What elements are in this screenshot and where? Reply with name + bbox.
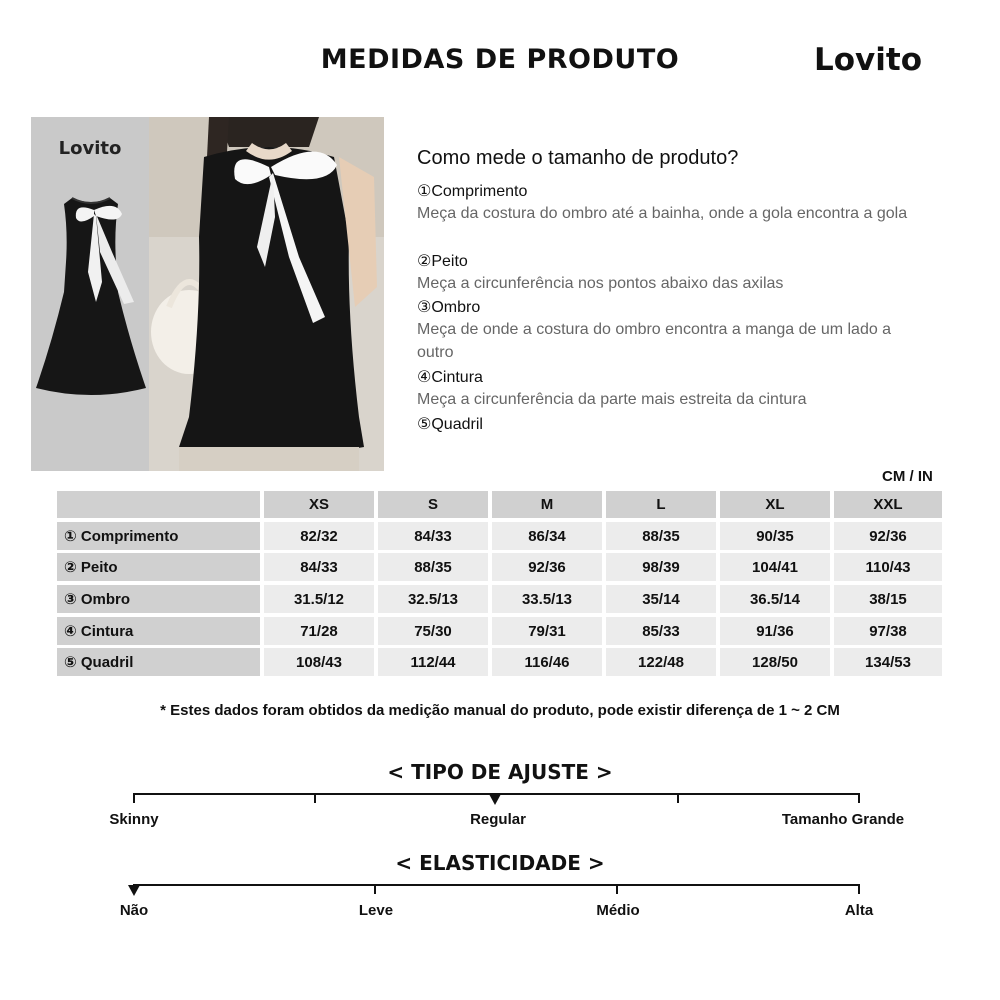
fit-tick (133, 793, 135, 803)
row-label-chest: ② Peito (57, 553, 260, 581)
elasticity-label-light: Leve (358, 902, 394, 919)
fit-type-title: < TIPO DE AJUSTE > (387, 760, 613, 784)
table-cell: 88/35 (378, 553, 488, 581)
elasticity-scale-line (133, 884, 860, 886)
table-cell: 33.5/13 (492, 585, 602, 613)
measure-name-length: ①Comprimento (417, 183, 528, 200)
table-cell: 36.5/14 (720, 585, 830, 613)
table-cell: 79/31 (492, 617, 602, 645)
table-cell: 116/46 (492, 648, 602, 676)
size-header: XXL (834, 491, 942, 518)
table-cell: 110/43 (834, 553, 942, 581)
measure-desc-chest: Meça a circunferência nos pontos abaixo das axilas (417, 275, 784, 292)
size-header: M (492, 491, 602, 518)
table-cell: 104/41 (720, 553, 830, 581)
size-header: S (378, 491, 488, 518)
table-cell: 92/36 (834, 522, 942, 550)
table-cell: 86/34 (492, 522, 602, 550)
table-cell: 38/15 (834, 585, 942, 613)
table-cell: 32.5/13 (378, 585, 488, 613)
elasticity-label-high: Alta (844, 902, 874, 919)
model-photo (149, 117, 384, 471)
elasticity-tick (374, 884, 376, 894)
table-cell: 91/36 (720, 617, 830, 645)
fit-tick (858, 793, 860, 803)
table-cell: 108/43 (264, 648, 374, 676)
measure-desc-waist: Meça a circunferência da parte mais estreita da cintura (417, 391, 807, 408)
table-cell: 90/35 (720, 522, 830, 550)
fit-label-skinny: Skinny (109, 811, 159, 828)
fit-tick (314, 793, 316, 803)
elasticity-tick (858, 884, 860, 894)
dress-flat-image (34, 192, 148, 397)
table-cell: 134/53 (834, 648, 942, 676)
page-title: MEDIDAS DE PRODUTO (320, 44, 680, 75)
measure-name-shoulder: ③Ombro (417, 299, 481, 316)
row-label-hip: ⑤ Quadril (57, 648, 260, 676)
table-cell: 31.5/12 (264, 585, 374, 613)
fit-selected-marker (489, 794, 501, 805)
measure-name-waist: ④Cintura (417, 369, 483, 386)
fit-label-regular: Regular (470, 811, 526, 828)
image-brand-label: Lovito (58, 138, 122, 159)
size-header: L (606, 491, 716, 518)
size-header: XS (264, 491, 374, 518)
elasticity-tick (616, 884, 618, 894)
table-corner (57, 491, 260, 518)
table-cell: 88/35 (606, 522, 716, 550)
table-cell: 97/38 (834, 617, 942, 645)
unit-label: CM / IN (882, 468, 933, 485)
how-to-measure-title: Como mede o tamanho de produto? (417, 147, 739, 169)
table-cell: 122/48 (606, 648, 716, 676)
table-cell: 92/36 (492, 553, 602, 581)
measurement-note: * Estes dados foram obtidos da medição manual do produto, pode existir diferença de 1 ~ 2 CM (160, 702, 840, 719)
table-cell: 71/28 (264, 617, 374, 645)
measure-desc-length: Meça da costura do ombro até a bainha, onde a gola encontra a gola (417, 205, 908, 222)
elasticity-label-none: Não (119, 902, 149, 919)
table-cell: 128/50 (720, 648, 830, 676)
measure-name-chest: ②Peito (417, 253, 468, 270)
row-label-waist: ④ Cintura (57, 617, 260, 645)
table-cell: 35/14 (606, 585, 716, 613)
elasticity-label-medium: Médio (596, 902, 640, 919)
table-cell: 84/33 (378, 522, 488, 550)
fit-tick (677, 793, 679, 803)
row-label-shoulder: ③ Ombro (57, 585, 260, 613)
table-cell: 98/39 (606, 553, 716, 581)
table-cell: 112/44 (378, 648, 488, 676)
elasticity-selected-marker (128, 885, 140, 896)
elasticity-title: < ELASTICIDADE > (395, 851, 605, 875)
table-cell: 84/33 (264, 553, 374, 581)
size-header: XL (720, 491, 830, 518)
table-cell: 85/33 (606, 617, 716, 645)
measure-name-hip: ⑤Quadril (417, 416, 483, 433)
table-cell: 75/30 (378, 617, 488, 645)
table-cell: 82/32 (264, 522, 374, 550)
brand-logo: Lovito (814, 42, 923, 78)
measure-desc-shoulder: Meça de onde a costura do ombro encontra a manga de um lado a outro (417, 321, 892, 361)
row-label-length: ① Comprimento (57, 522, 260, 550)
fit-label-oversize: Tamanho Grande (781, 811, 905, 828)
